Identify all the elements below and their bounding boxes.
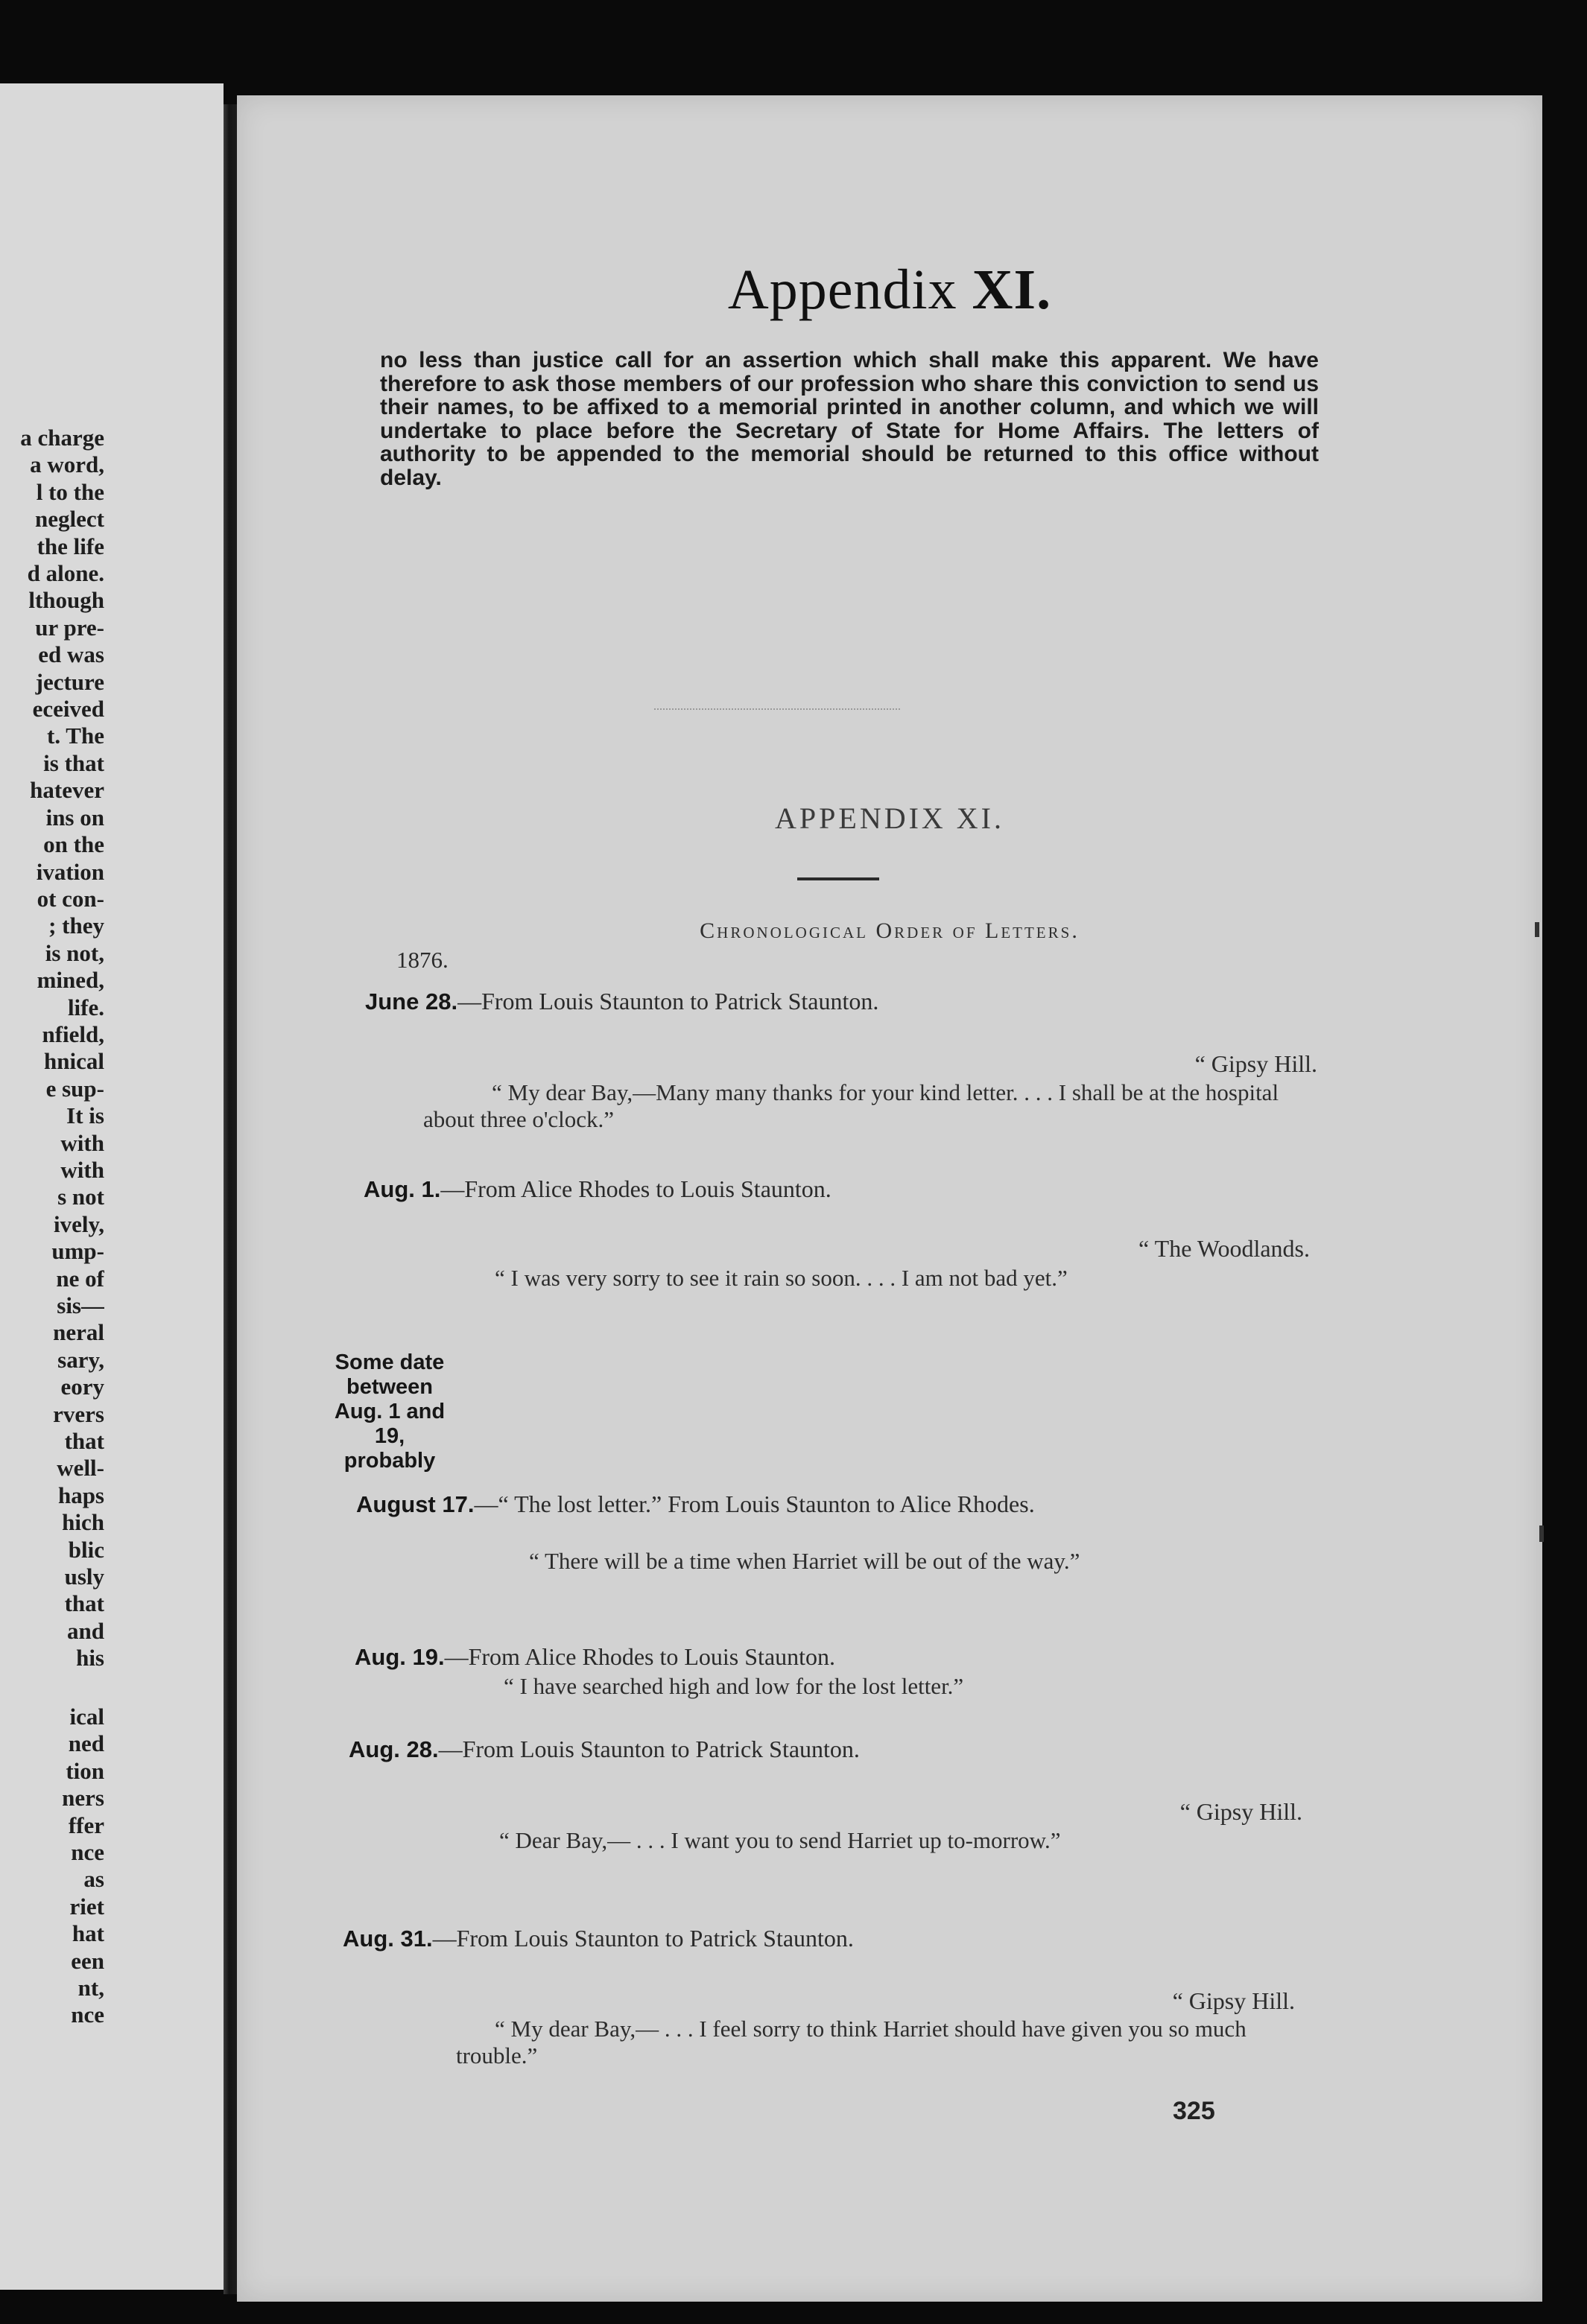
heading-rule — [797, 877, 879, 880]
previous-page-line: hnical — [44, 1048, 104, 1075]
previous-page-line: hich — [62, 1509, 104, 1536]
previous-page-line: neglect — [35, 506, 104, 533]
previous-page-line: nfield, — [42, 1020, 104, 1047]
entry-quote: “ My dear Bay,— . . . I feel sorry to think Harriet should have given you so much trouble.” — [456, 2016, 1247, 2069]
previous-page-line: eory — [60, 1374, 104, 1400]
page — [237, 95, 1542, 2302]
previous-page-line: a word, — [30, 451, 104, 478]
entry-date: August 17. — [356, 1491, 475, 1517]
previous-page-line: that — [64, 1590, 104, 1617]
entry-heading — [343, 1925, 854, 1952]
previous-page-line: l to the — [36, 478, 104, 505]
previous-page-line: with — [60, 1156, 104, 1183]
previous-page-line: his — [76, 1645, 104, 1671]
previous-page-line: lthough — [28, 587, 104, 614]
previous-page-line: is not, — [45, 939, 104, 966]
entry-date: Aug. 28. — [349, 1736, 439, 1762]
entry-heading — [356, 1490, 1035, 1518]
page-title-prefix: Appendix — [727, 258, 957, 321]
previous-page — [0, 83, 224, 2290]
previous-page-line: riet — [69, 1893, 104, 1920]
previous-page-line: ed was — [38, 641, 104, 668]
previous-page-line: jecture — [35, 668, 104, 695]
previous-page-line: ned — [68, 1730, 104, 1757]
previous-page-line: with — [60, 1129, 104, 1156]
page-title-numeral: XI. — [972, 258, 1052, 321]
previous-page-line: life. — [67, 994, 104, 1020]
previous-page-column-bottom — [0, 1704, 104, 2029]
entry-heading — [355, 1643, 835, 1671]
entry-heading — [364, 1175, 831, 1203]
previous-page-line: ur pre- — [35, 614, 104, 641]
previous-page-line: ffer — [68, 1812, 104, 1838]
date-side-note: Some date between Aug. 1 and 19, probably — [334, 1350, 446, 1473]
page-number: 325 — [1173, 2097, 1215, 2125]
previous-page-line: the life — [37, 533, 104, 559]
previous-page-line: sis— — [57, 1292, 104, 1318]
previous-page-column-top — [0, 425, 104, 1672]
entry-quote: “ I have searched high and low for the lost letter.” — [504, 1673, 964, 1699]
previous-page-line: tion — [66, 1757, 104, 1784]
previous-page-line: ively, — [53, 1210, 104, 1237]
intro-paragraph: no less than justice call for an assertion which shall make this apparent. We have therefore to ask those members of our profession who share this conviction to send us their names, to be affixed to a memorial printed in another column, and which we will undertake to place before the Secretary of State for Home Affairs. The letters of authority to be appended to the memorial should be returned to this office without delay. — [380, 348, 1319, 490]
previous-page-line: nce — [71, 1839, 104, 1866]
entry-description: —From Alice Rhodes to Louis Staunton. — [440, 1175, 831, 1202]
entry-place: “ Gipsy Hill. — [1172, 1987, 1295, 2014]
previous-page-line: neral — [53, 1319, 104, 1346]
previous-page-line: ins on — [45, 804, 104, 831]
entry-quote: “ There will be a time when Harriet will be out of the way.” — [529, 1548, 1080, 1574]
entry-place: “ Gipsy Hill. — [1179, 1798, 1302, 1825]
previous-page-line: well- — [57, 1455, 104, 1482]
previous-page-line: ical — [69, 1704, 104, 1730]
entry-heading — [349, 1736, 860, 1763]
book-gutter — [224, 104, 237, 2294]
section-divider — [654, 708, 900, 710]
previous-page-line: rvers — [53, 1400, 104, 1427]
previous-page-line: t. The — [47, 723, 104, 749]
chronology-heading: Chronological Order of Letters. — [700, 918, 1080, 943]
previous-page-line: nce — [71, 2001, 104, 2028]
previous-page-line: and — [67, 1617, 104, 1644]
previous-page-line: s not — [57, 1184, 104, 1210]
previous-page-line: e sup- — [45, 1075, 104, 1102]
previous-page-line: ne of — [56, 1265, 104, 1292]
previous-page-line: hatever — [30, 777, 104, 804]
entry-heading — [365, 988, 878, 1015]
previous-page-line: nt, — [77, 1975, 104, 2001]
entry-date: June 28. — [365, 988, 458, 1015]
previous-page-line: ivation — [36, 858, 104, 885]
previous-page-line: sary, — [57, 1346, 104, 1373]
previous-page-line: usly — [64, 1563, 104, 1590]
entry-date: Aug. 19. — [355, 1644, 445, 1670]
entry-description: —“ The lost letter.” From Louis Staunton to Alice Rhodes. — [474, 1490, 1035, 1517]
entry-quote: “ Dear Bay,— . . . I want you to send Harriet up to-morrow.” — [499, 1827, 1061, 1853]
previous-page-line: as — [83, 1866, 104, 1893]
previous-page-line: It is — [66, 1102, 104, 1129]
entry-date: Aug. 1. — [364, 1176, 441, 1202]
previous-page-line: mined, — [37, 967, 104, 994]
previous-page-line: ners — [62, 1785, 104, 1812]
entry-description: —From Louis Staunton to Patrick Staunton. — [457, 988, 879, 1015]
previous-page-line: a charge — [20, 425, 104, 451]
page-title — [237, 258, 1542, 323]
entry-place: “ The Woodlands. — [1138, 1235, 1310, 1262]
entry-quote: “ My dear Bay,—Many many thanks for your kind letter. . . . I shall be at the hospital about three o'clock.” — [423, 1079, 1279, 1132]
previous-page-line: haps — [57, 1482, 104, 1508]
previous-page-line: eceived — [32, 696, 104, 723]
edge-mark — [1535, 922, 1539, 937]
previous-page-line: een — [71, 1947, 104, 1974]
previous-page-line: ump- — [51, 1238, 104, 1265]
previous-page-line: ; they — [48, 912, 104, 939]
previous-page-line: ot con- — [37, 885, 104, 912]
previous-page-line: on the — [43, 831, 104, 858]
entry-description: —From Louis Staunton to Patrick Staunton. — [432, 1925, 854, 1952]
previous-page-line: is that — [43, 749, 104, 776]
entry-place: “ Gipsy Hill. — [1194, 1050, 1317, 1077]
year-label: 1876. — [396, 947, 449, 973]
previous-page-line: d alone. — [27, 560, 104, 587]
entry-date: Aug. 31. — [343, 1925, 433, 1952]
edge-mark — [1539, 1525, 1544, 1542]
previous-page-line: that — [64, 1428, 104, 1455]
entry-description: —From Louis Staunton to Patrick Staunton. — [438, 1736, 860, 1762]
previous-page-line: hat — [72, 1920, 104, 1947]
appendix-heading: APPENDIX XI. — [775, 801, 1004, 835]
previous-page-line: blic — [68, 1536, 104, 1563]
entry-description: —From Alice Rhodes to Louis Staunton. — [444, 1643, 836, 1670]
entry-quote: “ I was very sorry to see it rain so soon. . . . I am not bad yet.” — [495, 1265, 1068, 1291]
